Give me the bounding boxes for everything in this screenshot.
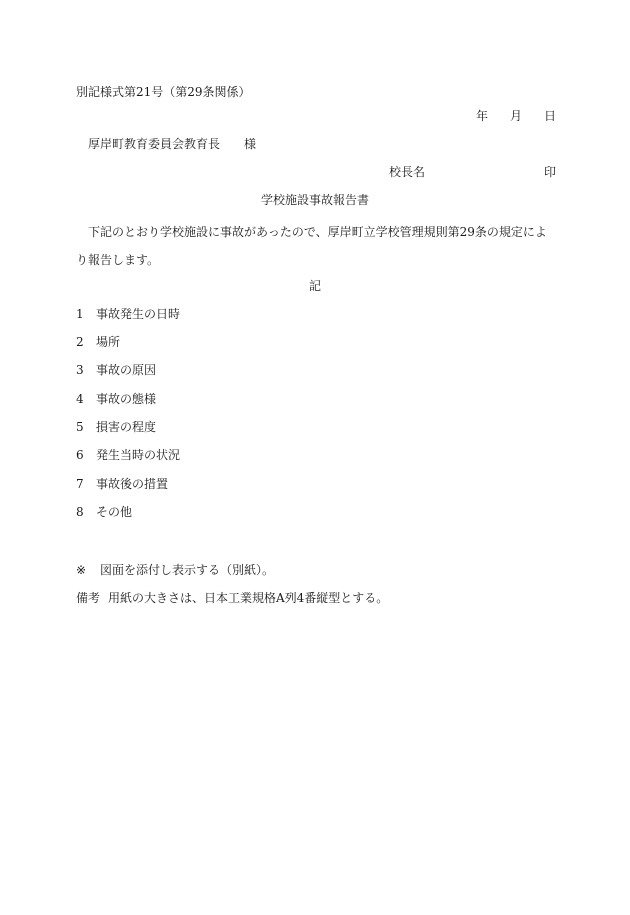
list-item <box>76 306 180 322</box>
item-label: その他 <box>96 505 133 519</box>
date-day-label: 日 <box>543 109 556 123</box>
list-item <box>76 419 156 435</box>
item-label: 事故の態様 <box>96 392 157 406</box>
remark-mark: 備考 <box>76 591 101 605</box>
remark-line <box>76 590 388 606</box>
seal-label: 印 <box>543 165 556 179</box>
body-text: 下記のとおり学校施設に事故があったので、厚岸町立学校管理規則第29条の規定により報告します。 <box>76 225 547 267</box>
ki-heading: 記 <box>308 279 321 293</box>
list-item <box>76 476 168 492</box>
form-number: 別記様式第21号（第29条関係） <box>76 85 251 99</box>
date-month-label: 月 <box>509 109 522 123</box>
item-number: 7 <box>76 477 84 491</box>
note-mark: ※ <box>76 563 87 577</box>
note-line <box>76 562 274 578</box>
item-label: 事故発生の日時 <box>96 307 181 321</box>
note-text: 図面を添付し表示する（別紙）。 <box>100 563 275 577</box>
item-number: 3 <box>76 363 84 377</box>
date-line <box>476 108 556 124</box>
list-item <box>76 447 180 463</box>
remark-text: 用紙の大きさは、日本工業規格A列4番縦型とする。 <box>108 591 389 605</box>
item-label: 場所 <box>96 335 121 349</box>
item-label: 事故の原因 <box>96 363 157 377</box>
item-number: 6 <box>76 448 84 462</box>
list-item <box>76 334 120 350</box>
document-title: 学校施設事故報告書 <box>260 193 369 207</box>
item-number: 2 <box>76 335 84 349</box>
list-item <box>76 504 132 520</box>
item-label: 発生当時の状況 <box>96 448 181 462</box>
item-number: 8 <box>76 505 84 519</box>
list-item <box>76 362 156 378</box>
item-number: 4 <box>76 392 84 406</box>
item-label: 損害の程度 <box>96 420 157 434</box>
date-year-label: 年 <box>475 109 488 123</box>
item-number: 5 <box>76 420 84 434</box>
addressee-honorific: 様 <box>244 137 257 151</box>
list-item <box>76 391 156 407</box>
item-label: 事故後の措置 <box>96 477 169 491</box>
item-number: 1 <box>76 307 84 321</box>
principal-name-label: 校長名 <box>389 165 426 179</box>
addressee <box>88 136 256 152</box>
addressee-name: 厚岸町教育委員会教育長 <box>88 137 221 151</box>
